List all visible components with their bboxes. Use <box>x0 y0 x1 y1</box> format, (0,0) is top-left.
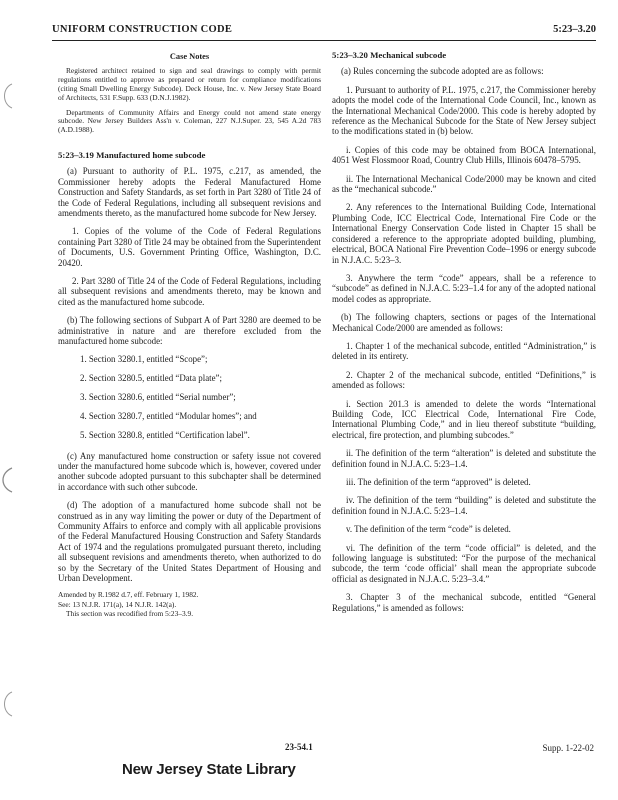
history-line: Amended by R.1982 d.7, eff. February 1, 1982. <box>58 590 199 600</box>
history-line: This section was recodified from 5:23–3.9. <box>66 608 194 618</box>
paragraph: v. The definition of the term “code” is deleted. <box>346 524 511 535</box>
list-item: 2. Section 3280.5, entitled “Data plate”; <box>80 373 222 384</box>
right-column <box>332 50 596 621</box>
paragraph: (b) The following sections of Subpart A of Part 3280 are deemed to be administrative in nature and are therefore excluded from the manufactured home subcode: <box>58 315 321 347</box>
paragraph: 3. Anywhere the term “code” appears, shall be a reference to “subcode” as defined in N.J.A.C. 5:23–1.4 for any of the adopted national model codes as appropriate. <box>332 272 596 304</box>
paragraph: ii. The International Mechanical Code/2000 may be known and cited as the “mechanical subcode.” <box>332 173 596 195</box>
running-header <box>52 24 596 40</box>
case-note: Registered architect retained to sign and seal drawings to comply with permit regulations entitled to approve as prepared or return for compliance modifications (citing Small Dwelling Energy Subcode). Deck House, Inc. v. New Jersey State Board of Architects, 531 F.Supp. 633 (D.N.J.1982). <box>58 66 321 102</box>
paragraph: 1. Pursuant to authority of P.L. 1975, c.217, the Commissioner hereby adopts the model code of the International Code Council, Inc., known as the International Mechanical Code/2000. This code is hereby adopted by reference as the Mechanical Subcode for the State of New Jersey subject to the modifications stated in (b) below. <box>332 84 596 137</box>
section-heading: 5:23–3.20 Mechanical subcode <box>332 50 447 60</box>
paragraph: (a) Pursuant to authority of P.L. 1975, c.217, as amended, the Commissioner hereby adopts the Federal Manufactured Home Construction and Safety Standards, as set forth in Part 3280 of Title 24 of the Code of Federal Regulations, including all subsequent revisions and amendments thereto, as the manufactured home subcode for New Jersey. <box>58 166 321 219</box>
paragraph: (d) The adoption of a manufactured home subcode shall not be construed as in any way limiting the power or duty of the Department of Community Affairs to enforce and comply with all applicable provisions of the Federal Manufactured Housing Construction and Safety Standards Act of 1974 and the regulations promulgated pursuant thereto, including all subsequent revisions and amendments thereto, when authorized to do so by the Secretary of the United States Department of Housing and Urban Development. <box>58 500 321 583</box>
list-item: 3. Section 3280.6, entitled “Serial number”; <box>80 392 236 403</box>
paragraph: ii. The definition of the term “alteration” is deleted and substitute the definition found in N.J.A.C. 5:23–1.4. <box>332 448 596 469</box>
paragraph: 1. Copies of the volume of the Code of Federal Regulations containing Part 3280 of Title 24 may be obtained from the Superintendent of Documents, U.S. Government Printing Office, Washington, D.C. 20420. <box>58 226 321 268</box>
excluded-sections-list <box>58 354 321 440</box>
spacer <box>58 141 321 150</box>
case-notes-title: Case Notes <box>169 52 210 61</box>
paragraph: i. Copies of this code may be obtained from BOCA International, 4051 West Flossmoor Road, Country Club Hills, Illinois 60478–5795. <box>332 144 596 166</box>
punch-hole-mark-icon <box>0 690 18 718</box>
paragraph: 1. Chapter 1 of the mechanical subcode, entitled “Administration,” is deleted in its entirety. <box>332 340 596 362</box>
running-header-section: 5:23–3.20 <box>553 24 596 35</box>
library-stamp: New Jersey State Library <box>122 761 296 778</box>
paragraph: 2. Chapter 2 of the mechanical subcode, entitled “Definitions,” is amended as follows: <box>332 369 596 391</box>
paragraph: (b) The following chapters, sections or pages of the International Mechanical Code/2000 are amended as follows: <box>332 312 596 333</box>
header-rule <box>52 40 596 41</box>
paragraph: vi. The definition of the term “code official” is deleted, and the following language is substituted: “For the purpose of the mechanical subcode, the term ‘code official’ shall mean the appropriate subcode official as designated in N.J.A.C. 5:23–3.4.” <box>332 542 596 584</box>
paragraph: iv. The definition of the term “building” is deleted and substitute the definition found in N.J.A.C. 5:23–1.4. <box>332 495 596 516</box>
history-note <box>58 591 321 618</box>
paragraph: i. Section 201.3 is amended to delete the words “International Building Code, ICC Electrical Code, International Fire Code, International Plumbing Code,” and in lieu thereof substitute “building, electrical, fire protection, and plumbing subcodes.” <box>332 398 596 440</box>
case-note: Departments of Community Affairs and Energy could not amend state energy subcode. New Jersey Builders Ass'n v. Coleman, 227 N.J.Super. 23, 545 A.2d 783 (A.D.1988). <box>58 107 321 135</box>
punch-hole-mark-icon <box>0 82 18 110</box>
list-item: 5. Section 3280.8, entitled “Certification label”. <box>80 430 250 441</box>
running-header-title: UNIFORM CONSTRUCTION CODE <box>52 24 233 35</box>
paragraph: iii. The definition of the term “approved” is deleted. <box>346 477 531 487</box>
supplement-date: Supp. 1-22-02 <box>542 743 594 753</box>
list-item: 4. Section 3280.7, entitled “Modular homes”; and <box>80 411 257 422</box>
paragraph: (c) Any manufactured home construction or safety issue not covered under the manufactured home subcode which is, however, covered under another subcode adopted pursuant to this subchapter shall be determined in accordance with such other subcode. <box>58 450 321 492</box>
page-number: 23-54.1 <box>285 742 313 752</box>
left-column <box>58 50 321 619</box>
paragraph: 2. Any references to the International Building Code, International Plumbing Code, ICC Electrical Code, International Fire Code or the International Energy Conservation Code listed in Chapter 15 shall be considered a reference to the appropriate adopted building, plumbing, electrical, BOCA National Fire Prevention Code–1996 or energy subcode in N.J.A.C. 5:23–3. <box>332 202 596 265</box>
paragraph: (a) Rules concerning the subcode adopted are as follows: <box>341 66 544 77</box>
history-line: See: 13 N.J.R. 171(a), 14 N.J.R. 142(a). <box>58 599 177 609</box>
paragraph: 2. Part 3280 of Title 24 of the Code of Federal Regulations, including all subsequent revisions and amendments thereto, may be known and cited as the manufactured home subcode. <box>58 276 321 307</box>
section-heading: 5:23–3.19 Manufactured home subcode <box>58 149 206 160</box>
punch-hole-mark-icon <box>0 466 18 494</box>
list-item: 1. Section 3280.1, entitled “Scope”; <box>80 354 208 365</box>
paragraph: 3. Chapter 3 of the mechanical subcode, entitled “General Regulations,” is amended as follows: <box>332 592 596 613</box>
